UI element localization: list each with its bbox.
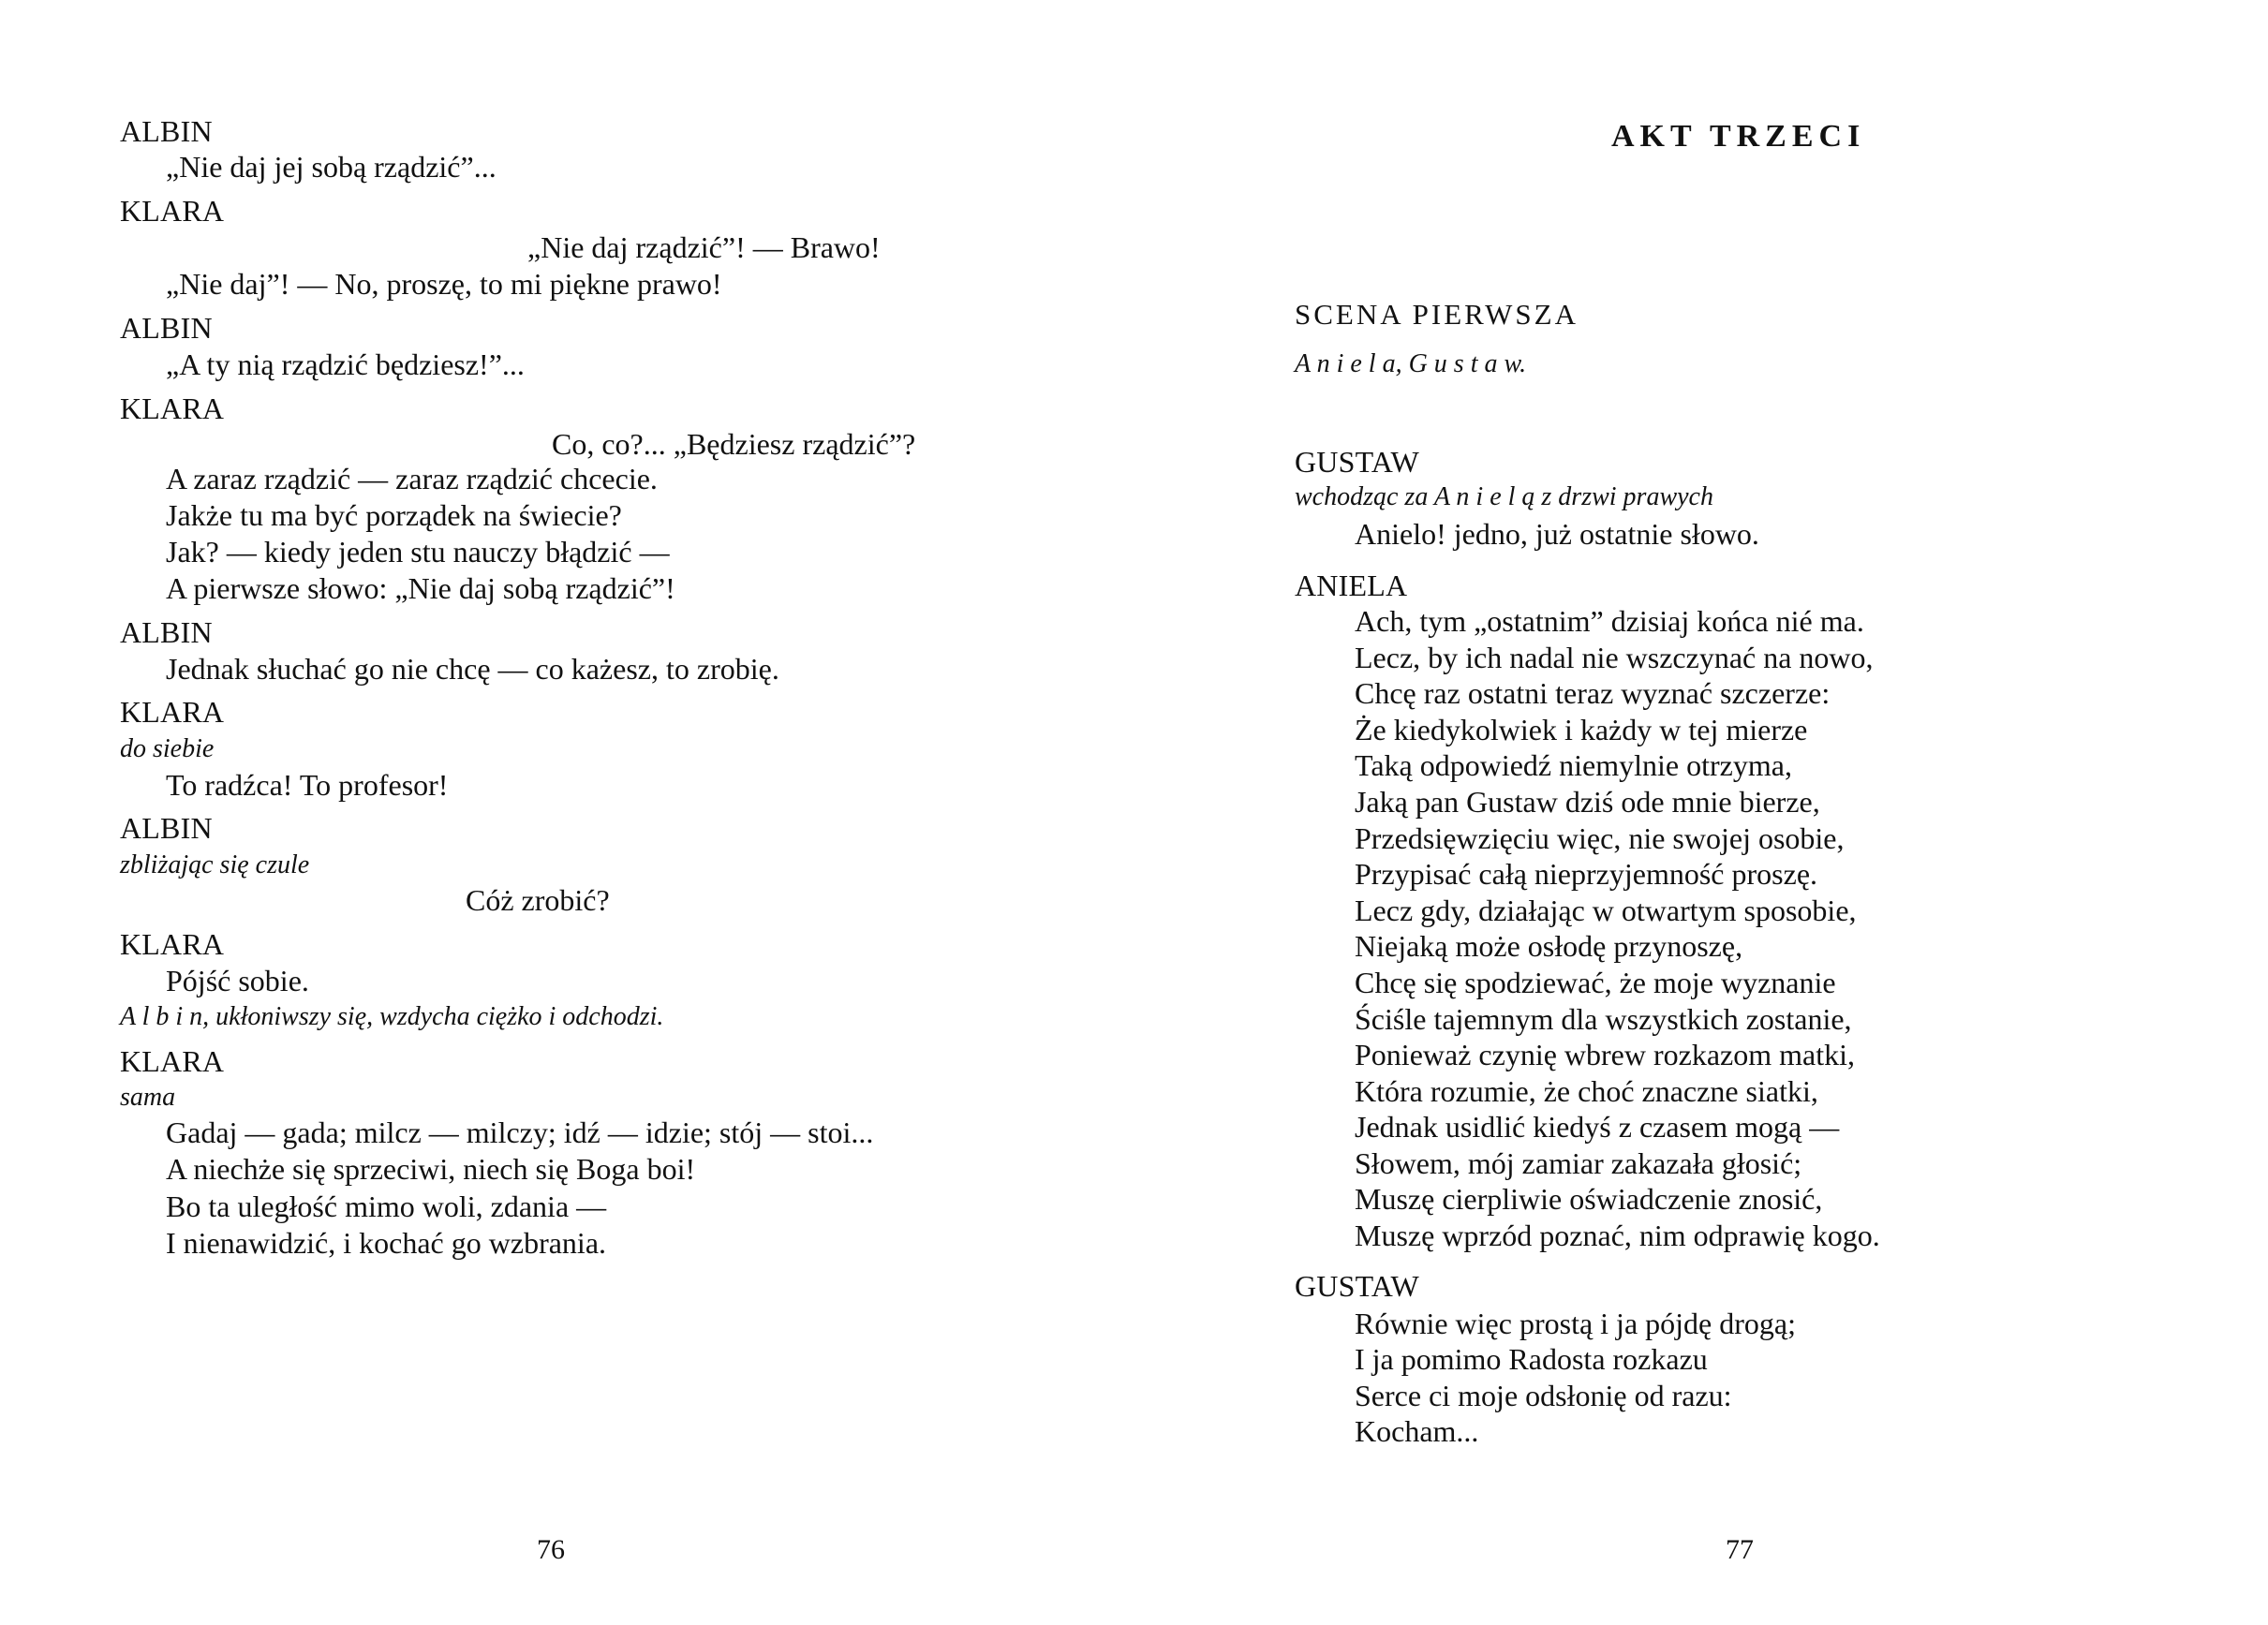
verse-line: Jednak usidlić kiedyś z czasem mogą —: [1355, 1110, 1840, 1144]
speaker-name: KLARA: [120, 194, 225, 228]
verse-line: Niejaką może osłodę przynoszę,: [1355, 929, 1743, 963]
verse-line: I ja pomimo Radosta rozkazu: [1355, 1342, 1708, 1376]
scene-cast: A n i e l a, G u s t a w.: [1295, 349, 1527, 378]
verse-line: A niechże się sprzeciwi, niech się Boga boi!: [166, 1152, 696, 1186]
verse-line: Serce ci moje odsłonię od razu:: [1355, 1379, 1732, 1412]
speaker-name: GUSTAW: [1295, 1269, 1419, 1303]
speaker-name: KLARA: [120, 1044, 225, 1078]
verse-line: Cóż zrobić?: [466, 883, 610, 917]
verse-line: „Nie daj jej sobą rządzić”...: [166, 150, 497, 184]
act-title: AKT TRZECI: [1611, 119, 1866, 154]
speaker-name: KLARA: [120, 927, 225, 961]
verse-line: Ach, tym „ostatnim” dzisiaj końca nié ma.: [1355, 604, 1864, 638]
verse-line: Kocham...: [1355, 1414, 1479, 1448]
verse-line: Pójść sobie.: [166, 964, 309, 997]
verse-line: Chcę się spodziewać, że moje wyznanie: [1355, 966, 1836, 999]
verse-line: A pierwsze słowo: „Nie daj sobą rządzić”!: [166, 571, 675, 605]
verse-line: „A ty nią rządzić będziesz!”...: [166, 347, 525, 381]
verse-line: Lecz, by ich nadal nie wszczynać na nowo,: [1355, 641, 1874, 674]
verse-line: Muszę wprzód poznać, nim odprawię kogo.: [1355, 1219, 1880, 1252]
verse-line: Jak? — kiedy jeden stu nauczy błądzić —: [166, 535, 670, 569]
speaker-name: KLARA: [120, 695, 225, 729]
stage-direction: sama: [120, 1083, 176, 1112]
verse-line: Jakże tu ma być porządek na świecie?: [166, 498, 622, 532]
speaker-name: ANIELA: [1295, 569, 1408, 602]
scene-title: SCENA PIERWSZA: [1295, 298, 1579, 331]
speaker-name: ALBIN: [120, 811, 213, 845]
verse-line: „Nie daj rządzić”! — Brawo!: [527, 230, 881, 264]
right-page: [1134, 0, 2268, 1625]
verse-line: Jednak słuchać go nie chcę — co każesz, to zrobię.: [166, 652, 779, 686]
verse-line: Chcę raz ostatni teraz wyznać szczerze:: [1355, 676, 1831, 710]
verse-line: A zaraz rządzić — zaraz rządzić chcecie.: [166, 462, 658, 495]
verse-line: Słowem, mój zamiar zakazała głosić;: [1355, 1146, 1802, 1180]
verse-line: Bo ta uległość mimo woli, zdania —: [166, 1189, 607, 1223]
stage-direction: wchodząc za A n i e l ą z drzwi prawych: [1295, 482, 1713, 511]
stage-direction: zbliżając się czule: [120, 850, 310, 879]
verse-line: Co, co?... „Będziesz rządzić”?: [552, 427, 916, 461]
verse-line: To radźca! To profesor!: [166, 768, 449, 802]
verse-line: Która rozumie, że choć znaczne siatki,: [1355, 1074, 1818, 1108]
verse-line: Ponieważ czynię wbrew rozkazom matki,: [1355, 1038, 1856, 1071]
verse-line: Muszę cierpliwie oświadczenie znosić,: [1355, 1182, 1823, 1216]
page-number-right: 77: [1726, 1534, 1754, 1565]
verse-line: Że kiedykolwiek i każdy w tej mierze: [1355, 713, 1808, 746]
page-number-left: 76: [537, 1534, 565, 1565]
verse-line: Przedsięwzięciu więc, nie swojej osobie,: [1355, 821, 1845, 855]
verse-line: I nienawidzić, i kochać go wzbrania.: [166, 1226, 607, 1260]
verse-line: Anielo! jedno, już ostatnie słowo.: [1355, 517, 1759, 551]
speaker-name: ALBIN: [120, 615, 213, 649]
verse-line: Gadaj — gada; milcz — milczy; idź — idzie; stój — stoi...: [166, 1115, 874, 1149]
verse-line: Przypisać całą nieprzyjemność proszę.: [1355, 857, 1818, 891]
stage-direction: A l b i n, ukłoniwszy się, wzdycha ciężko i odchodzi.: [120, 1002, 664, 1031]
verse-line: „Nie daj”! — No, proszę, to mi piękne prawo!: [166, 267, 722, 301]
verse-line: Lecz gdy, działając w otwartym sposobie,: [1355, 894, 1857, 927]
stage-direction: do siebie: [120, 734, 215, 763]
speaker-name: ALBIN: [120, 114, 213, 148]
speaker-name: GUSTAW: [1295, 445, 1419, 479]
verse-line: Ściśle tajemnym dla wszystkich zostanie,: [1355, 1002, 1852, 1036]
speaker-name: KLARA: [120, 391, 225, 425]
verse-line: Równie więc prostą i ja pójdę drogą;: [1355, 1307, 1796, 1340]
verse-line: Taką odpowiedź niemylnie otrzyma,: [1355, 748, 1792, 782]
verse-line: Jaką pan Gustaw dziś ode mnie bierze,: [1355, 785, 1820, 819]
speaker-name: ALBIN: [120, 311, 213, 345]
